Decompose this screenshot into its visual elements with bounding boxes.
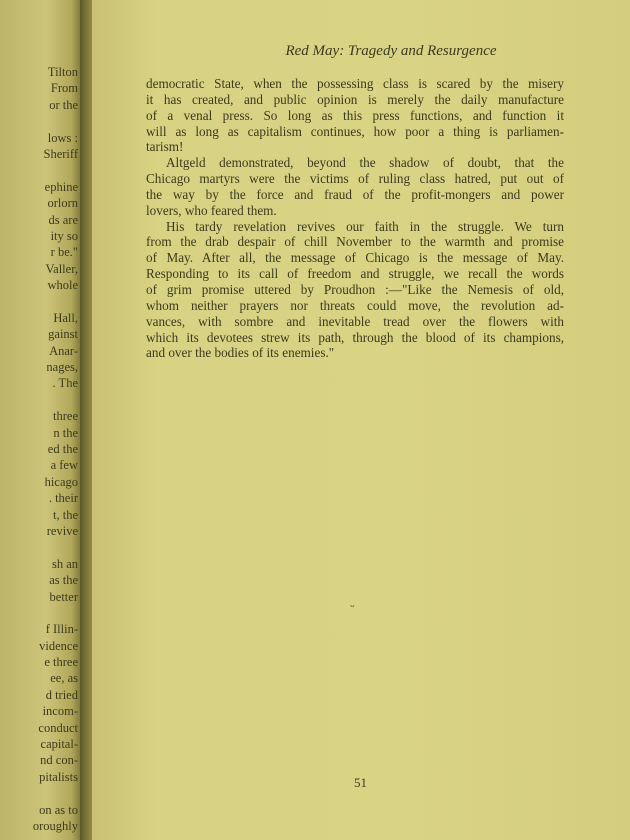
left-page-line: capital- (40, 737, 78, 752)
text-line: vances, with sombre and inevitable tread over the flowers with (146, 313, 564, 329)
left-page-line: gainst (48, 327, 78, 342)
left-page-line: a few (50, 458, 78, 473)
text-line: and over the bodies of its enemies." (146, 345, 335, 361)
left-page-line: Tilton (47, 65, 78, 79)
left-page-line (33, 392, 78, 408)
left-page-line: Anar- (49, 343, 78, 358)
text-line: will as long as capitalism continues, how poor a thing is parliamen- (146, 123, 564, 139)
page-number: 51 (354, 775, 367, 790)
left-page-line: d tried (45, 687, 78, 702)
left-page-line: . The (52, 376, 78, 391)
left-page-line (33, 605, 78, 621)
left-page-line: n the (53, 425, 78, 440)
ornament-icon: ᵕ (350, 600, 355, 614)
left-page-line: Hall, (53, 310, 78, 325)
left-page-line: f Illin- (45, 622, 78, 637)
left-page-line (33, 785, 78, 801)
left-page-line: incom- (42, 704, 78, 719)
left-page-line: oroughly (32, 818, 78, 833)
left-page-line: as the (49, 573, 78, 588)
left-page-line (33, 113, 78, 129)
text-line: whom neither prayers nor threats could move, the revolution ad- (146, 297, 564, 313)
text-line: of May. After all, the message of Chicago is the message of May. (146, 250, 564, 266)
text-line: Altgeld demonstrated, beyond the shadow of doubt, that the (166, 155, 564, 171)
text-line: Chicago martyrs were the victims of ruling class hatred, put out of (146, 171, 564, 187)
left-page (0, 0, 84, 840)
text-line: lovers, who feared them. (146, 202, 277, 218)
left-page-line: ee, as (50, 671, 78, 686)
left-page-line: t, the (53, 507, 78, 522)
text-line: of a venal press. So long as this press functions, and function it (146, 107, 564, 123)
left-page-line: pitalists (39, 769, 78, 784)
left-page-line: sh an (51, 556, 78, 571)
text-line: which its devotees strew its path, through the blood of its champions, (146, 329, 564, 345)
left-page-line: r be." (50, 245, 78, 260)
paragraph (146, 219, 564, 362)
left-page-line: nages, (46, 360, 78, 375)
left-page-text-fragments (33, 64, 78, 834)
left-page-line: . their (48, 491, 78, 506)
left-page-line: lows : (47, 130, 78, 145)
left-page-line: on as to (39, 802, 78, 817)
text-line: of grim promise uttered by Proudhon :—"Like the Nemesis of old, (146, 281, 564, 297)
left-page-line (33, 539, 78, 555)
left-page-line: better (49, 589, 78, 604)
left-page-line: ed the (47, 441, 78, 456)
paragraph (146, 155, 564, 218)
left-page-line: revive (46, 523, 78, 538)
running-head: Red May: Tragedy and Resurgence (285, 43, 497, 59)
left-page-line: vidence (39, 638, 78, 653)
left-page-line: ephine (44, 179, 78, 194)
body-text (146, 76, 564, 361)
left-page-line (33, 293, 78, 309)
text-line: democratic State, when the possessing class is scared by the misery (146, 76, 564, 91)
text-line: His tardy revelation revives our faith in the struggle. We turn (166, 218, 564, 234)
text-line: it has created, and public opinion is merely the daily manufacture (146, 91, 564, 107)
text-line: from the drab despair of chill November to the warmth and promise (146, 234, 564, 250)
left-page-line: e three (44, 655, 78, 670)
left-page-line: From (50, 81, 78, 96)
left-page-line: three (53, 409, 78, 424)
left-page-line: ity so (50, 228, 78, 243)
left-page-line (33, 162, 78, 178)
left-page-line: conduct (38, 720, 78, 735)
text-line: the way by the force and fraud of the profit-mongers and power (146, 186, 564, 202)
left-page-line: Valler, (45, 261, 78, 276)
right-page (92, 0, 630, 840)
left-page-line: orlorn (47, 196, 78, 211)
left-page-line: hicago (44, 474, 78, 489)
left-page-line: Sheriff (43, 146, 78, 161)
left-page-line: ds are (48, 212, 78, 227)
text-line: Responding to its call of freedom and struggle, we recall the words (146, 266, 564, 282)
left-page-line: whole (47, 278, 78, 293)
left-page-line: nd con- (40, 753, 78, 768)
left-page-line: or the (49, 97, 78, 112)
paragraph (146, 76, 564, 155)
text-line: tarism! (146, 139, 184, 155)
